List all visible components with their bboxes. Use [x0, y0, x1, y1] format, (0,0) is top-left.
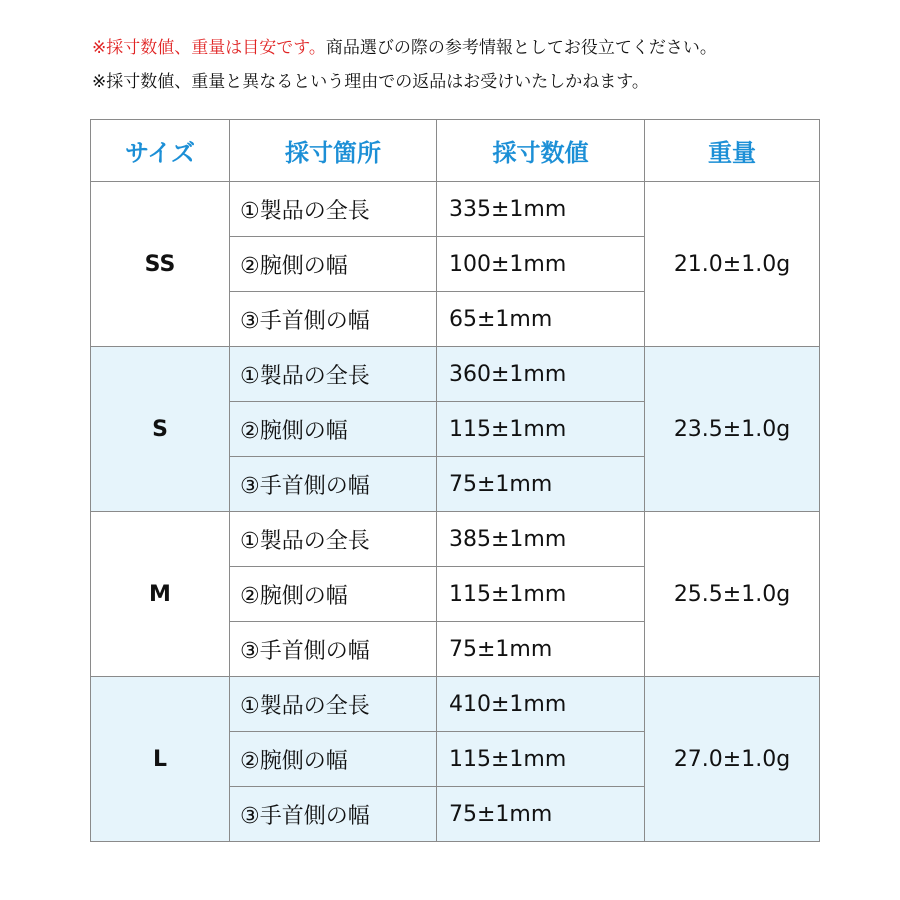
size-chart-table — [90, 119, 820, 842]
measure-value: 100±1mm — [437, 237, 645, 292]
note-line-1 — [92, 36, 717, 60]
note-warning-red: ※採寸数値、重量は目安です。 — [92, 38, 326, 58]
note-line-2: ※採寸数値、重量と異なるという理由での返品はお受けいたしかねます。 — [92, 72, 649, 92]
header-value: 採寸数値 — [437, 120, 645, 182]
measure-label: ②腕側の幅 — [230, 237, 437, 292]
measure-value: 115±1mm — [437, 732, 645, 787]
measure-value: 115±1mm — [437, 567, 645, 622]
note-reference-text: 商品選びの際の参考情報としてお役立てください。 — [325, 38, 717, 58]
measure-label: ①製品の全長 — [230, 347, 437, 402]
measure-value: 65±1mm — [437, 292, 645, 347]
measure-label: ②腕側の幅 — [230, 567, 437, 622]
measure-label: ③手首側の幅 — [230, 787, 437, 842]
measure-label: ②腕側の幅 — [230, 402, 437, 457]
size-label-l: L — [91, 677, 230, 842]
measure-value: 410±1mm — [437, 677, 645, 732]
weight-value-s: 23.5±1.0g — [645, 347, 820, 512]
measure-value: 360±1mm — [437, 347, 645, 402]
table-row — [91, 677, 820, 732]
measure-label: ③手首側の幅 — [230, 622, 437, 677]
weight-value-ss: 21.0±1.0g — [645, 182, 820, 347]
size-label-ss: SS — [91, 182, 230, 347]
weight-value-m: 25.5±1.0g — [645, 512, 820, 677]
measure-label: ②腕側の幅 — [230, 732, 437, 787]
size-label-m: M — [91, 512, 230, 677]
weight-value-l: 27.0±1.0g — [645, 677, 820, 842]
measure-value: 115±1mm — [437, 402, 645, 457]
measure-value: 75±1mm — [437, 622, 645, 677]
size-label-s: S — [91, 347, 230, 512]
measure-label: ③手首側の幅 — [230, 292, 437, 347]
table-row — [91, 182, 820, 237]
measure-label: ①製品の全長 — [230, 677, 437, 732]
measure-label: ③手首側の幅 — [230, 457, 437, 512]
measure-label: ①製品の全長 — [230, 512, 437, 567]
table-header-row — [91, 120, 820, 182]
measure-value: 385±1mm — [437, 512, 645, 567]
measure-label: ①製品の全長 — [230, 182, 437, 237]
measure-value: 75±1mm — [437, 457, 645, 512]
table-row — [91, 512, 820, 567]
measure-value: 75±1mm — [437, 787, 645, 842]
header-size: サイズ — [91, 120, 230, 182]
table-row — [91, 347, 820, 402]
measure-value: 335±1mm — [437, 182, 645, 237]
header-weight: 重量 — [645, 120, 820, 182]
header-location: 採寸箇所 — [230, 120, 437, 182]
